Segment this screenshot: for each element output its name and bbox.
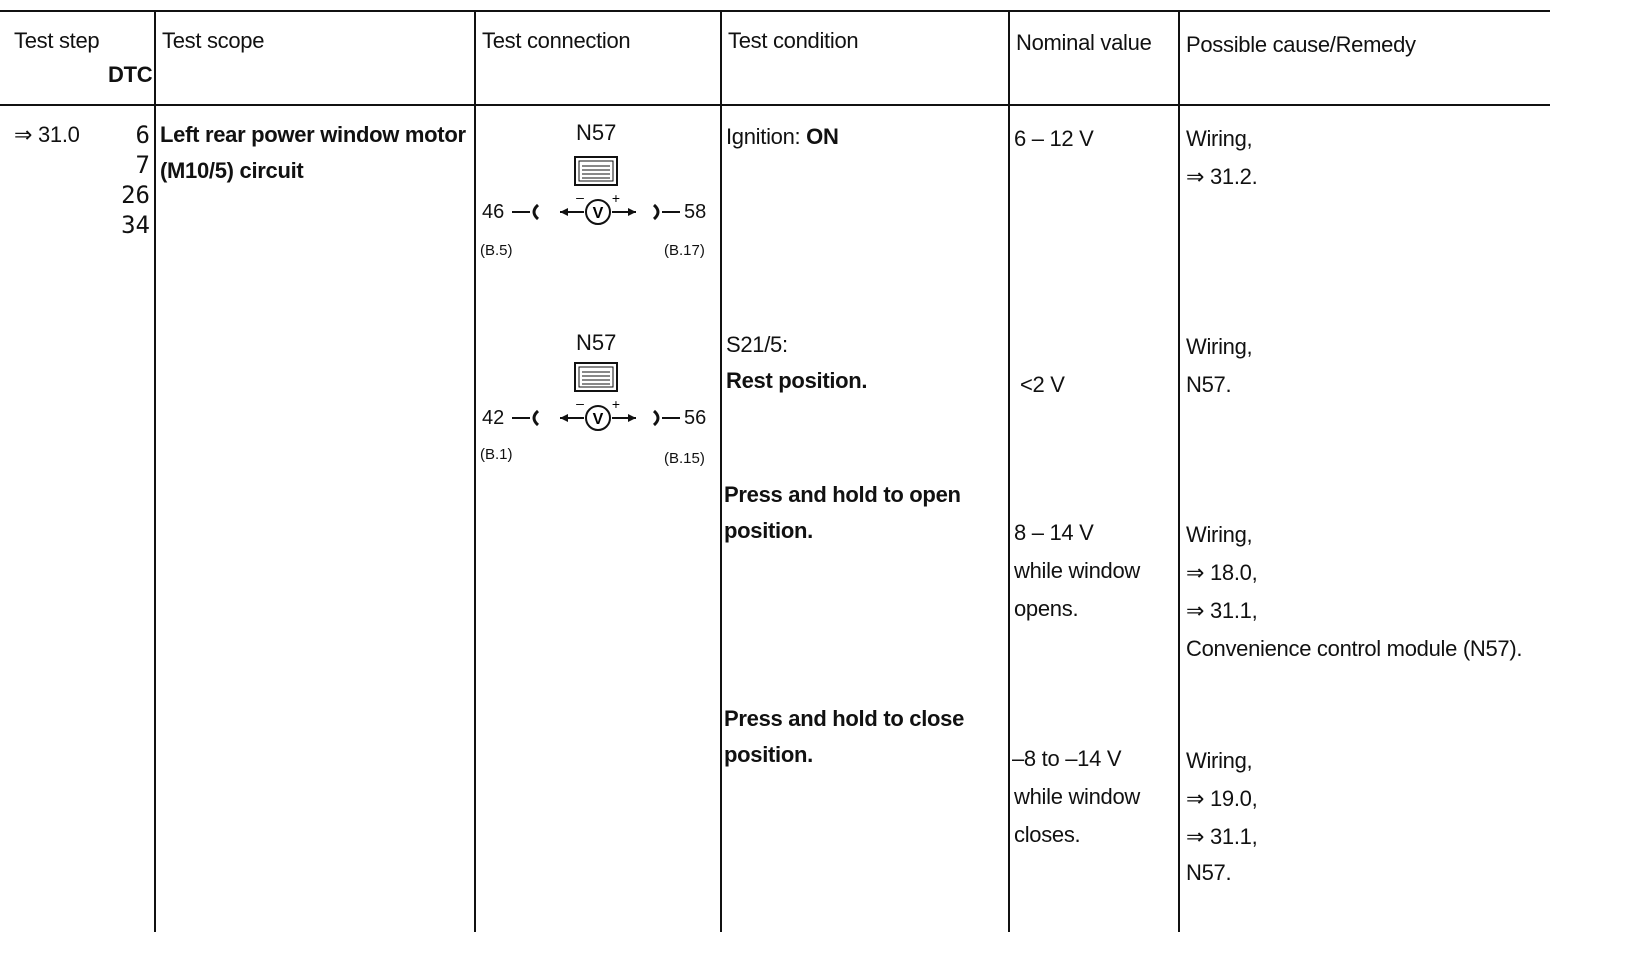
dtc-code: 6 [135, 121, 150, 149]
header-nominal-value: Nominal value [1016, 30, 1152, 55]
column-divider-condition [720, 10, 722, 932]
remedy-1-line2: ⇒ 31.2. [1186, 164, 1258, 189]
probe-right-icon [650, 408, 680, 428]
header-test-connection: Test connection [482, 28, 631, 53]
column-divider-nominal [1008, 10, 1010, 932]
condition-ignition-value: ON [806, 124, 839, 149]
test-connection-diagram [478, 120, 718, 270]
pin-right: 58 [684, 201, 707, 223]
remedy-4-line1: Wiring, [1186, 748, 1253, 773]
header-bottom-rule [0, 104, 1550, 106]
header-top-rule [0, 10, 1550, 12]
test-scope-line1: Left rear power window motor [160, 122, 466, 147]
polarity-minus: – [576, 192, 584, 205]
condition-ignition [726, 124, 839, 150]
pin-left: 42 [482, 407, 505, 429]
probe-left-icon [512, 408, 542, 428]
condition-close-line1: Press and hold to close [724, 706, 965, 731]
header-dtc: DTC [108, 62, 153, 87]
test-step-number: ⇒ 31.0 [14, 122, 80, 147]
module-connector-icon [574, 362, 618, 392]
module-connector-icon [574, 156, 618, 186]
pin-right: 56 [684, 407, 707, 429]
dtc-code: 34 [121, 211, 150, 239]
remedy-1-line1: Wiring, [1186, 126, 1253, 151]
voltmeter-icon [558, 192, 638, 228]
nominal-value-4-line3: closes. [1014, 822, 1081, 847]
module-label: N57 [576, 120, 617, 145]
pin-right-ref: (B.17) [664, 242, 705, 259]
test-connection-diagram [478, 330, 718, 480]
header-test-step: Test step [14, 28, 100, 53]
dtc-code: 7 [135, 151, 150, 179]
header-test-condition: Test condition [728, 28, 859, 53]
dtc-code: 26 [121, 181, 150, 209]
nominal-value-3-line1: 8 – 14 V [1014, 520, 1094, 545]
remedy-3-line2: ⇒ 18.0, [1186, 560, 1258, 585]
nominal-value-3-line3: opens. [1014, 596, 1079, 621]
remedy-2-line1: Wiring, [1186, 334, 1253, 359]
nominal-value-4-line1: –8 to –14 V [1012, 746, 1122, 771]
polarity-plus: + [611, 192, 621, 206]
voltmeter-symbol: V [592, 411, 604, 428]
remedy-2-line2: N57. [1186, 372, 1232, 397]
condition-open-line1: Press and hold to open [724, 482, 961, 507]
remedy-4-line4: N57. [1186, 860, 1232, 885]
module-label: N57 [576, 330, 617, 355]
remedy-3-line3: ⇒ 31.1, [1186, 598, 1258, 623]
dtc-code-list [110, 120, 150, 240]
nominal-value-1: 6 – 12 V [1014, 126, 1094, 151]
pin-left: 46 [482, 201, 505, 223]
condition-switch: S21/5: [726, 332, 788, 357]
column-divider-scope [154, 10, 156, 932]
condition-rest-position: Rest position. [726, 368, 868, 393]
header-possible-cause: Possible cause/Remedy [1186, 32, 1416, 57]
remedy-3-line4: Convenience control module (N57). [1186, 636, 1523, 661]
nominal-value-2: <2 V [1020, 372, 1065, 397]
probe-left-icon [512, 202, 542, 222]
polarity-plus: + [611, 398, 621, 412]
pin-right-ref: (B.15) [664, 450, 705, 467]
nominal-value-4-line2: while window [1014, 784, 1141, 809]
nominal-value-3-line2: while window [1014, 558, 1141, 583]
remedy-3-line1: Wiring, [1186, 522, 1253, 547]
pin-left-ref: (B.1) [480, 446, 513, 463]
voltmeter-icon [558, 398, 638, 434]
remedy-4-line2: ⇒ 19.0, [1186, 786, 1258, 811]
pin-left-ref: (B.5) [480, 242, 513, 259]
polarity-minus: – [576, 398, 584, 411]
header-test-scope: Test scope [162, 28, 265, 53]
condition-close-line2: position. [724, 742, 813, 767]
voltmeter-symbol: V [592, 205, 604, 222]
column-divider-connection [474, 10, 476, 932]
column-divider-remedy [1178, 10, 1180, 932]
condition-ignition-label: Ignition: [726, 124, 807, 149]
condition-open-line2: position. [724, 518, 813, 543]
test-scope-line2: (M10/5) circuit [160, 158, 304, 183]
remedy-4-line3: ⇒ 31.1, [1186, 824, 1258, 849]
probe-right-icon [650, 202, 680, 222]
